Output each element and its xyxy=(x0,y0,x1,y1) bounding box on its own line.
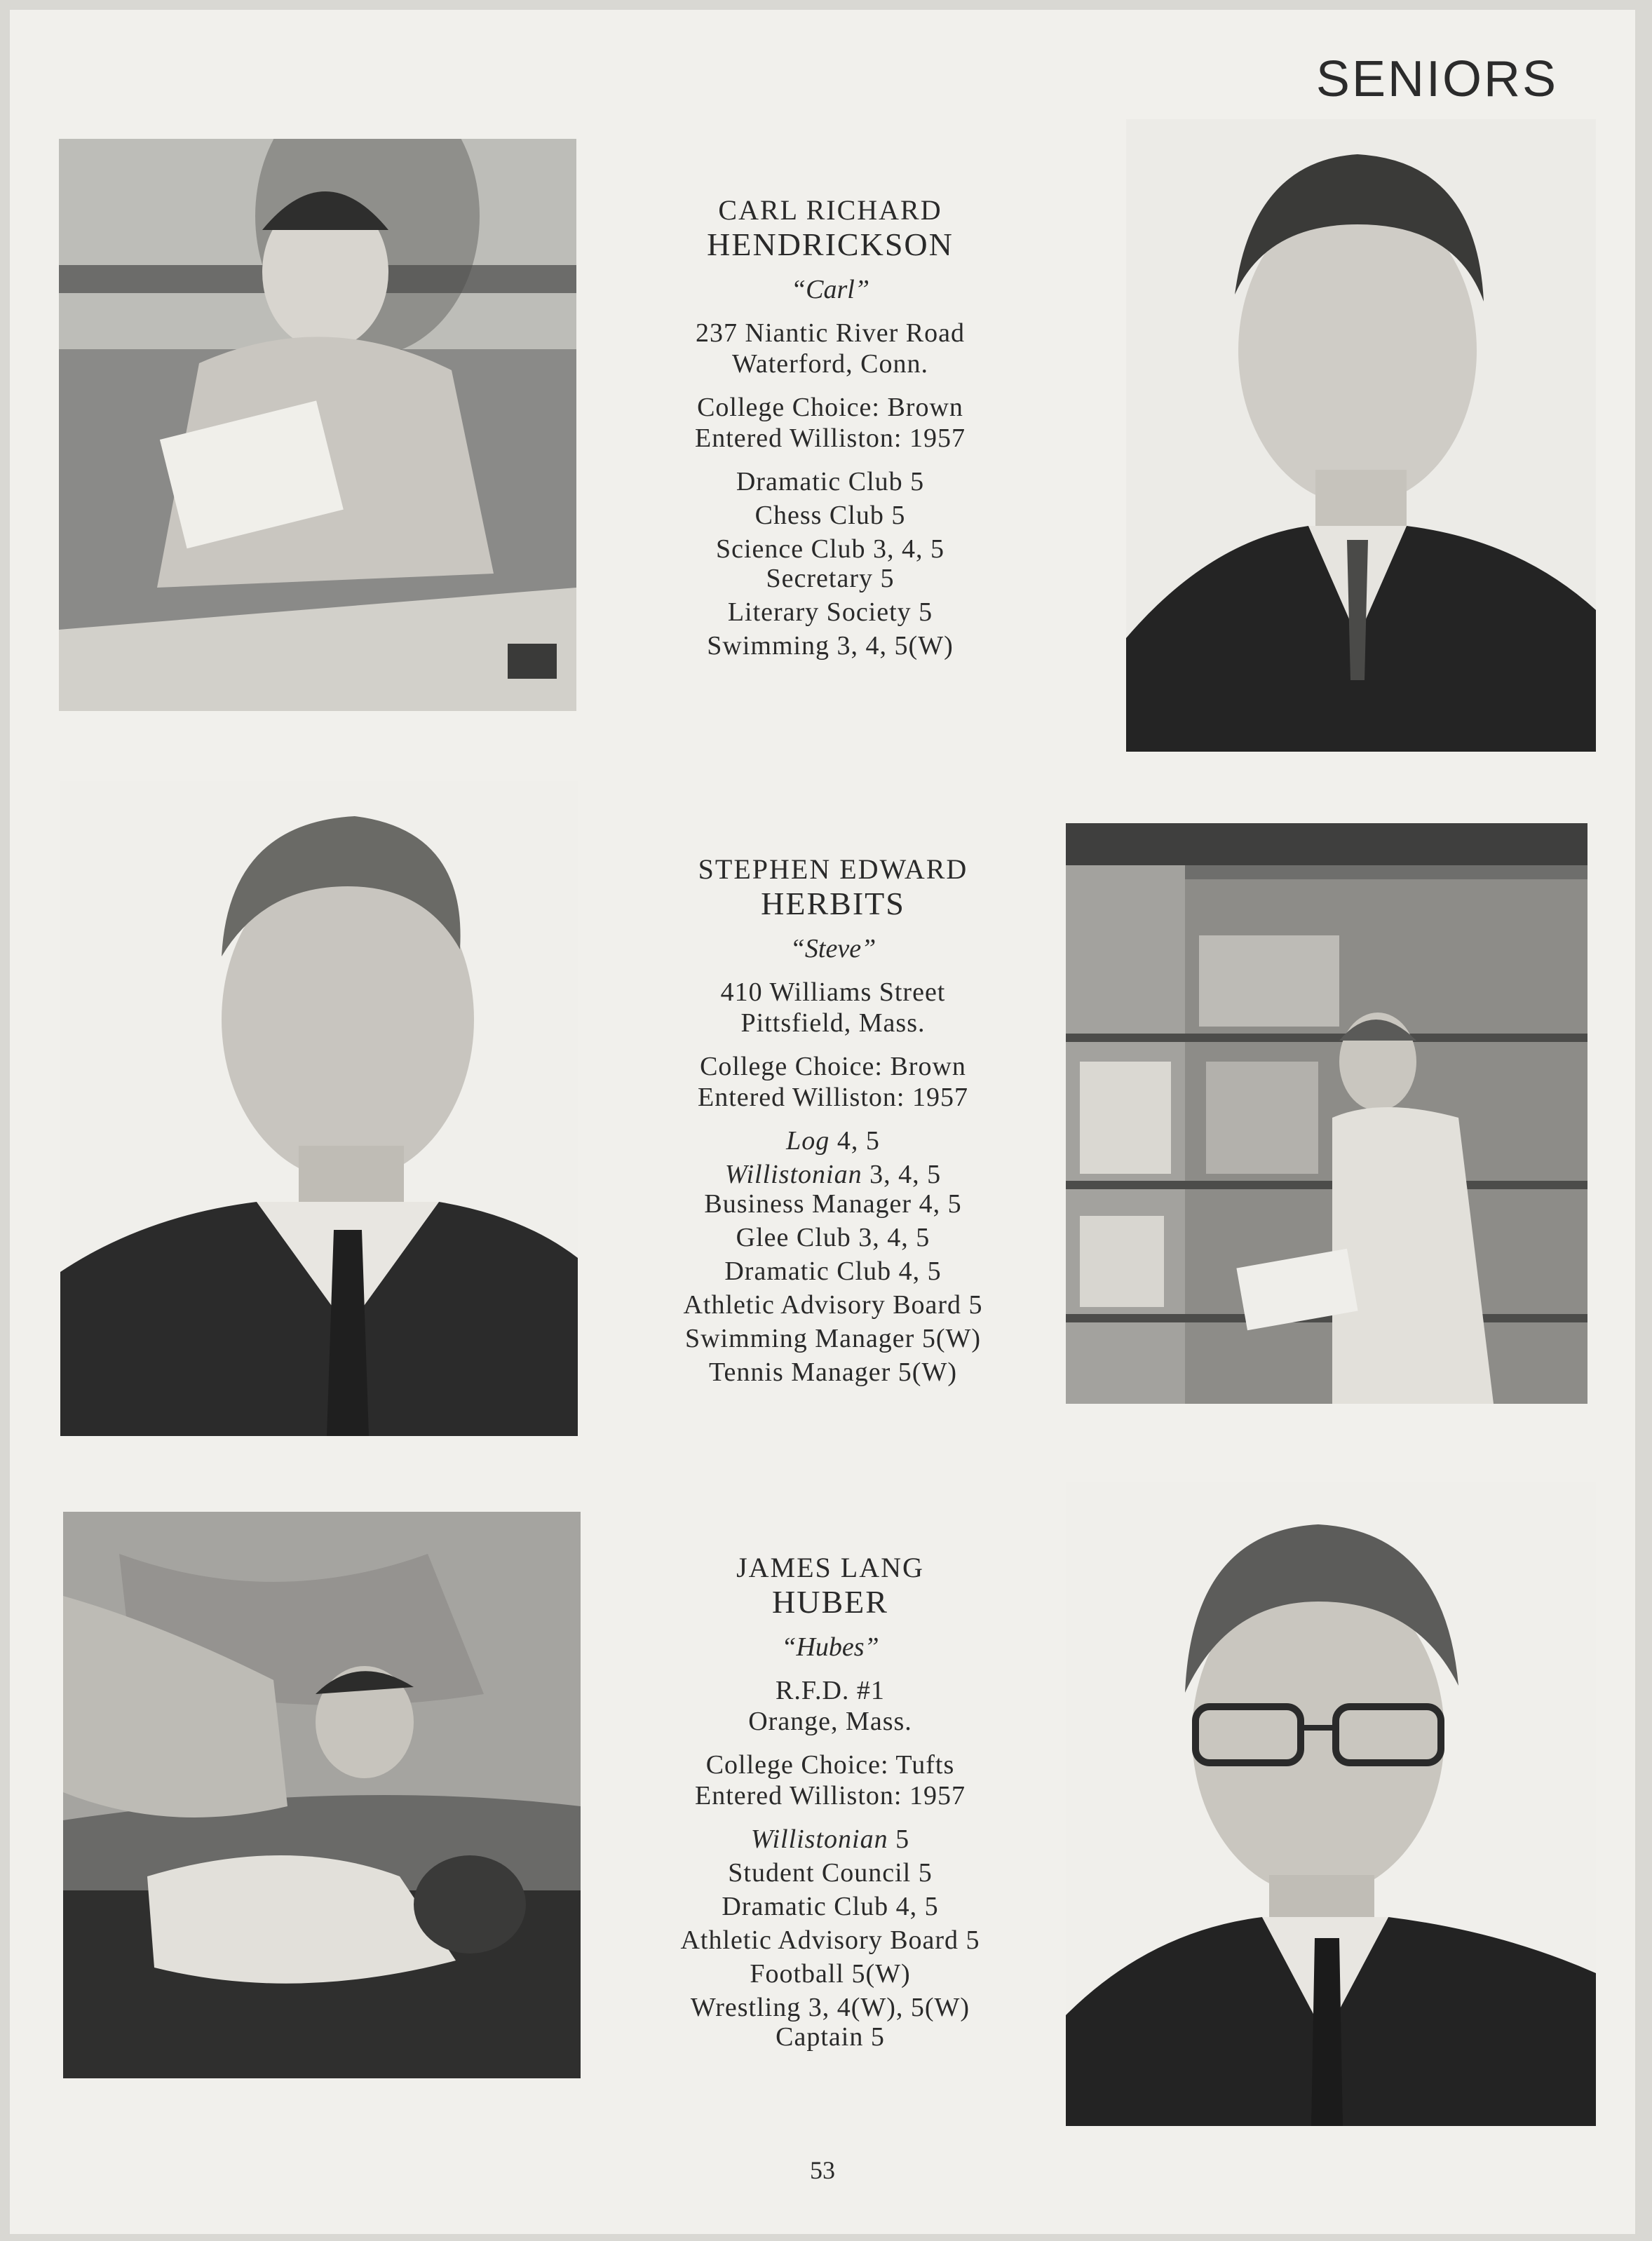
activity xyxy=(564,1961,1097,1987)
section-heading: SENIORS xyxy=(1315,51,1558,107)
nickname: “Steve” xyxy=(790,934,876,963)
activity-text: Business Manager 4, 5 xyxy=(704,1189,962,1219)
activity-text: 4, 5 xyxy=(830,1126,880,1156)
candid-photo-wrestling xyxy=(63,1512,581,2078)
candid-photo-library-stacks xyxy=(1066,823,1587,1404)
activity-text: Secretary 5 xyxy=(766,564,895,593)
page-number: 53 xyxy=(810,2156,835,2184)
address-line: Pittsfield, Mass. xyxy=(740,1008,926,1038)
activity xyxy=(564,599,1097,625)
activity-text: Swimming 3, 4, 5(W) xyxy=(707,631,954,661)
college-choice: College Choice: Brown xyxy=(700,1052,966,1081)
nickname: “Carl” xyxy=(791,275,869,304)
activity xyxy=(564,1826,1097,1853)
activity xyxy=(564,2024,1097,2050)
activity-text: 5 xyxy=(888,1824,910,1854)
activity-text: Tennis Manager 5(W) xyxy=(709,1358,957,1387)
surname: HENDRICKSON xyxy=(707,226,954,262)
activity-text: Student Council 5 xyxy=(728,1858,933,1888)
senior-bio xyxy=(564,1554,1097,2050)
address-line: Orange, Mass. xyxy=(748,1707,912,1736)
address-line: 410 Williams Street xyxy=(720,977,946,1007)
activity xyxy=(564,502,1097,529)
activity xyxy=(567,1359,1099,1386)
first-names: CARL RICHARD xyxy=(718,194,942,226)
activity xyxy=(564,1893,1097,1920)
activity xyxy=(567,1224,1099,1251)
candid-photo-reading-in-bed xyxy=(59,139,576,711)
activity-text: Athletic Advisory Board 5 xyxy=(683,1290,983,1320)
portrait-photo xyxy=(1126,119,1596,752)
address-line: 237 Niantic River Road xyxy=(696,318,965,348)
activity-text: Glee Club 3, 4, 5 xyxy=(736,1223,930,1252)
activity-text: Dramatic Club 4, 5 xyxy=(722,1892,939,1921)
entered-year: Entered Williston: 1957 xyxy=(695,1781,966,1810)
activity-text: Literary Society 5 xyxy=(727,597,933,627)
activity-text: Captain 5 xyxy=(776,2022,885,2052)
senior-bio xyxy=(564,196,1097,659)
college-choice: College Choice: Brown xyxy=(697,393,963,422)
portrait-photo xyxy=(60,781,578,1436)
college-choice: College Choice: Tufts xyxy=(705,1750,955,1780)
activity xyxy=(567,1258,1099,1285)
publication-title: Willistonian xyxy=(750,1824,888,1854)
address-line: R.F.D. #1 xyxy=(776,1676,885,1705)
publication-title: Willistonian xyxy=(724,1160,862,1189)
activity-text: Dramatic Club 5 xyxy=(736,467,925,496)
entered-year: Entered Williston: 1957 xyxy=(695,424,966,453)
activity xyxy=(567,1128,1099,1154)
entered-year: Entered Williston: 1957 xyxy=(698,1083,968,1112)
first-names: STEPHEN EDWARD xyxy=(698,853,968,885)
activity-text: Athletic Advisory Board 5 xyxy=(680,1925,980,1955)
activity xyxy=(564,632,1097,659)
address-line: Waterford, Conn. xyxy=(732,349,928,379)
yearbook-page xyxy=(10,10,1635,2234)
surname: HERBITS xyxy=(761,886,905,921)
activity-text: Football 5(W) xyxy=(750,1959,911,1989)
activity xyxy=(567,1325,1099,1352)
activity xyxy=(564,1927,1097,1954)
activity xyxy=(567,1191,1099,1217)
activity xyxy=(564,565,1097,592)
surname: HUBER xyxy=(772,1584,888,1620)
activity-text: Chess Club 5 xyxy=(754,501,906,530)
senior-bio xyxy=(567,855,1099,1386)
first-names: JAMES LANG xyxy=(736,1552,924,1583)
nickname: “Hubes” xyxy=(781,1632,879,1662)
publication-title: Log xyxy=(786,1126,830,1156)
activity-text: Science Club 3, 4, 5 xyxy=(715,534,945,564)
activity xyxy=(564,468,1097,495)
activity xyxy=(564,1860,1097,1886)
portrait-photo xyxy=(1066,1482,1596,2126)
activity-text: Wrestling 3, 4(W), 5(W) xyxy=(690,1993,970,2022)
activity-text: Swimming Manager 5(W) xyxy=(684,1324,982,1353)
activity xyxy=(564,1994,1097,2021)
activity xyxy=(567,1161,1099,1188)
activity-text: 3, 4, 5 xyxy=(862,1160,942,1189)
activity xyxy=(567,1292,1099,1318)
activity xyxy=(564,536,1097,562)
activity-text: Dramatic Club 4, 5 xyxy=(724,1257,942,1286)
